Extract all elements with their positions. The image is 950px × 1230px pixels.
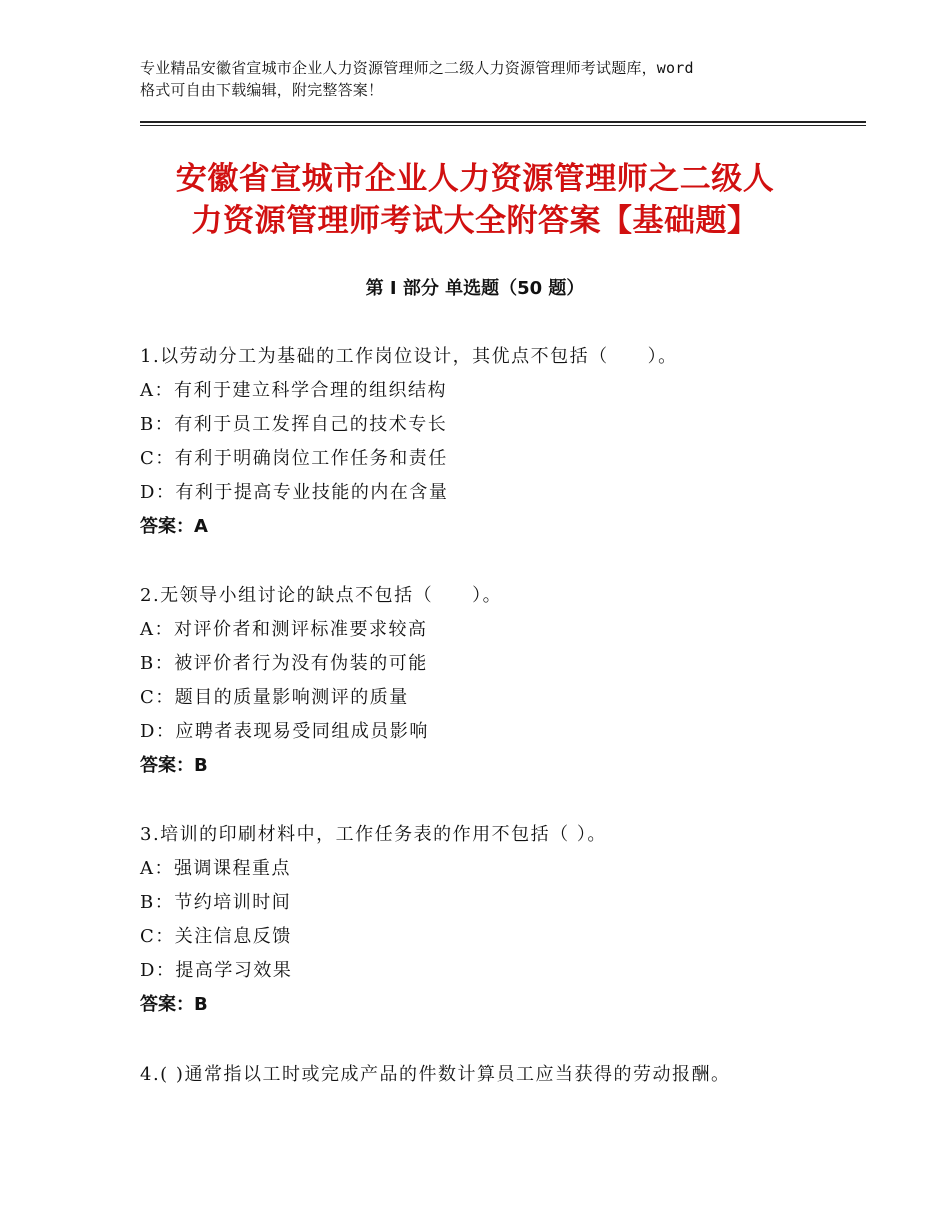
question-1 xyxy=(140,340,860,544)
question-3 xyxy=(140,818,860,1022)
answer: 答案：B xyxy=(140,994,208,1015)
option-b: B：有利于员工发挥自己的技术专长 xyxy=(140,414,448,435)
header-divider-thin xyxy=(140,125,866,126)
option-c: C：题目的质量影响测评的质量 xyxy=(140,687,409,708)
option-d: D：提高学习效果 xyxy=(140,960,293,981)
option-b: B：节约培训时间 xyxy=(140,892,292,913)
question-2 xyxy=(140,579,860,783)
document-header-note xyxy=(140,57,830,101)
option-d: D：应聘者表现易受同组成员影响 xyxy=(140,721,429,742)
header-divider-thick xyxy=(140,121,866,123)
option-a: A：有利于建立科学合理的组织结构 xyxy=(140,380,447,401)
option-d: D：有利于提高专业技能的内在含量 xyxy=(140,482,449,503)
question-stem: 2.无领导小组讨论的缺点不包括（ ）。 xyxy=(140,585,503,606)
document-title-line-2: 力资源管理师考试大全附答案【基础题】 xyxy=(191,203,759,239)
answer: 答案：B xyxy=(140,755,208,776)
question-stem: 3.培训的印刷材料中，工作任务表的作用不包括（ ）。 xyxy=(140,824,607,845)
header-note-line-2: 格式可自由下载编辑，附完整答案！ xyxy=(140,81,384,99)
option-b: B：被评价者行为没有伪装的可能 xyxy=(140,653,428,674)
option-c: C：有利于明确岗位工作任务和责任 xyxy=(140,448,448,469)
section-title: 第 I 部分 单选题（50 题） xyxy=(365,278,585,299)
option-a: A：对评价者和测评标准要求较高 xyxy=(140,619,428,640)
question-stem: 4.( )通常指以工时或完成产品的件数计算员工应当获得的劳动报酬。 xyxy=(140,1064,731,1085)
answer: 答案：A xyxy=(140,516,208,537)
document-title-line-1: 安徽省宣城市企业人力资源管理师之二级人 xyxy=(175,161,775,197)
question-4 xyxy=(140,1058,860,1092)
option-a: A：强调课程重点 xyxy=(140,858,291,879)
header-note-line-1: 专业精品安徽省宣城市企业人力资源管理师之二级人力资源管理师考试题库，word xyxy=(140,59,694,77)
option-c: C：关注信息反馈 xyxy=(140,926,292,947)
question-stem: 1.以劳动分工为基础的工作岗位设计，其优点不包括（ ）。 xyxy=(140,346,678,367)
document-title xyxy=(120,158,830,242)
